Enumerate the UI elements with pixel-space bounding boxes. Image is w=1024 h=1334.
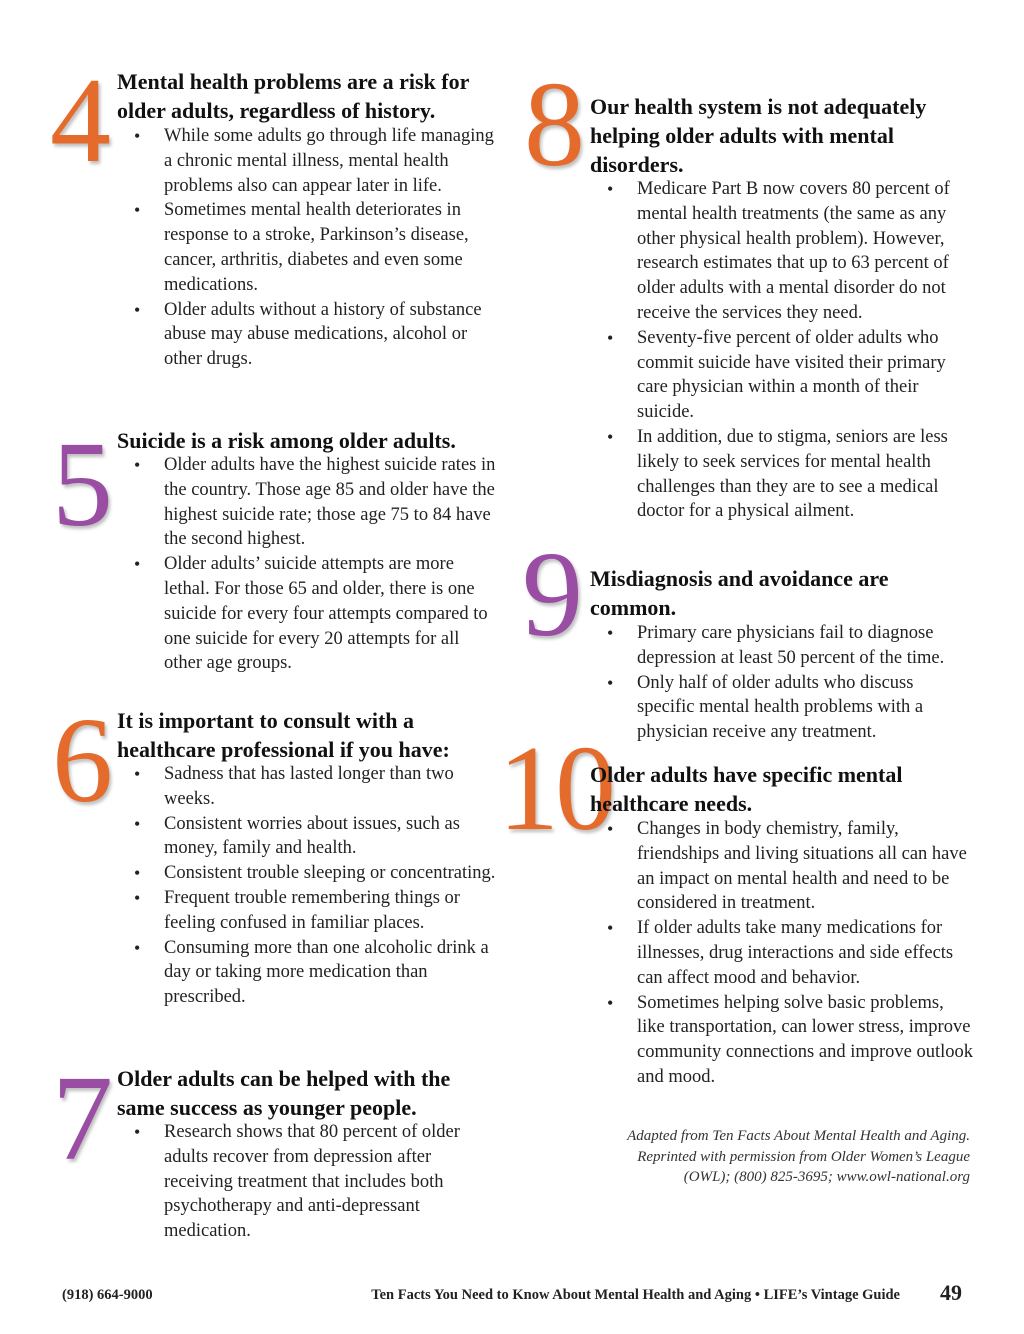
bullet-item: • Consistent trouble sleeping or concentrating. xyxy=(117,861,497,886)
fact-number: 7 xyxy=(52,1051,113,1186)
fact-heading: Older adults can be helped with the same success as younger people. xyxy=(117,1066,451,1120)
bullet-item: • Older adults without a history of substance abuse may abuse medications, alcohol or other drugs. xyxy=(117,298,497,372)
fact-number: 8 xyxy=(524,57,585,192)
fact-bullets xyxy=(117,762,497,1010)
bullet-item: • Sadness that has lasted longer than two weeks. xyxy=(117,762,497,812)
bullet-item: • Frequent trouble remembering things or feeling confused in familiar places. xyxy=(117,886,497,936)
bullet-item: • Older adults have the highest suicide rates in the country. Those age 85 and older have the highest suicide rate; those age 75 to 84 have the second highest. xyxy=(117,453,502,552)
bullet-item: • Primary care physicians fail to diagnose depression at least 50 percent of the time. xyxy=(590,621,975,671)
bullet-item: • Consistent worries about issues, such as money, family and health. xyxy=(117,812,497,862)
bullet-item: • Older adults’ suicide attempts are more lethal. For those 65 and older, there is one suicide for every four attempts compared to one suicide for every 20 attempts for all other age groups. xyxy=(117,552,502,676)
bullet-item: • Seventy-five percent of older adults who commit suicide have visited their primary care physician within a month of their suicide. xyxy=(590,326,975,425)
fact-bullets xyxy=(117,124,497,372)
bullet-item: • Consuming more than one alcoholic drink a day or taking more medication than prescribed. xyxy=(117,936,497,1010)
fact-number: 9 xyxy=(522,527,583,662)
bullet-item: • Research shows that 80 percent of older adults recover from depression after receiving treatment that includes both psychotherapy and anti-depressant medication. xyxy=(117,1120,497,1244)
bullet-item: • Changes in body chemistry, family, friendships and living situations all can have an impact on mental health and need to be considered in treatment. xyxy=(590,817,975,916)
footer-guide-title: Ten Facts You Need to Know About Mental Health and Aging • LIFE’s Vintage Guide xyxy=(371,1287,900,1303)
bullet-item: • Sometimes mental health deteriorates in response to a stroke, Parkinson’s disease, cancer, arthritis, diabetes and even some medications. xyxy=(117,198,497,297)
bullet-item: • In addition, due to stigma, seniors are less likely to seek services for mental health challenges than they are to see a medical doctor for a physical ailment. xyxy=(590,425,975,524)
bullet-item: • If older adults take many medications for illnesses, drug interactions and side effects can affect mood and behavior. xyxy=(590,916,975,990)
bullet-item: • Medicare Part B now covers 80 percent of mental health treatments (the same as any other physical health problem). However, research estimates that up to 63 percent of older adults with a mental disorder do not receive the services they need. xyxy=(590,177,975,326)
fact-heading: Misdiagnosis and avoidance are common. xyxy=(590,566,889,620)
fact-bullets xyxy=(590,177,975,524)
fact-number: 4 xyxy=(50,53,111,188)
bullet-item: • Sometimes helping solve basic problems, like transportation, can lower stress, improve community connections and improve outlook and mood. xyxy=(590,991,975,1090)
fact-heading: Our health system is not adequately helping older adults with mental disorders. xyxy=(590,94,927,177)
source-credit: Adapted from Ten Facts About Mental Health and Aging. Reprinted with permission from Older Women’s League (OWL); (800) 825-3695; www.owl-national.org xyxy=(627,1128,970,1185)
fact-heading: Suicide is a risk among older adults. xyxy=(117,428,456,453)
footer-phone: (918) 664-9000 xyxy=(62,1287,153,1303)
fact-number: 5 xyxy=(52,417,113,552)
bullet-item: • While some adults go through life managing a chronic mental illness, mental health problems also can appear later in life. xyxy=(117,124,497,198)
page-number: 49 xyxy=(940,1280,962,1305)
fact-bullets xyxy=(117,1120,497,1244)
page-footer xyxy=(0,1280,1024,1310)
fact-heading: Mental health problems are a risk for older adults, regardless of history. xyxy=(117,69,469,123)
fact-number: 6 xyxy=(52,693,113,828)
fact-heading: It is important to consult with a healthcare professional if you have: xyxy=(117,708,450,762)
fact-heading: Older adults have specific mental healthcare needs. xyxy=(590,762,903,816)
bullet-item: • Only half of older adults who discuss specific mental health problems with a physician receive any treatment. xyxy=(590,671,975,745)
fact-bullets xyxy=(117,453,502,676)
fact-number: 10 xyxy=(498,721,612,856)
fact-bullets xyxy=(590,817,975,1090)
fact-bullets xyxy=(590,621,975,745)
